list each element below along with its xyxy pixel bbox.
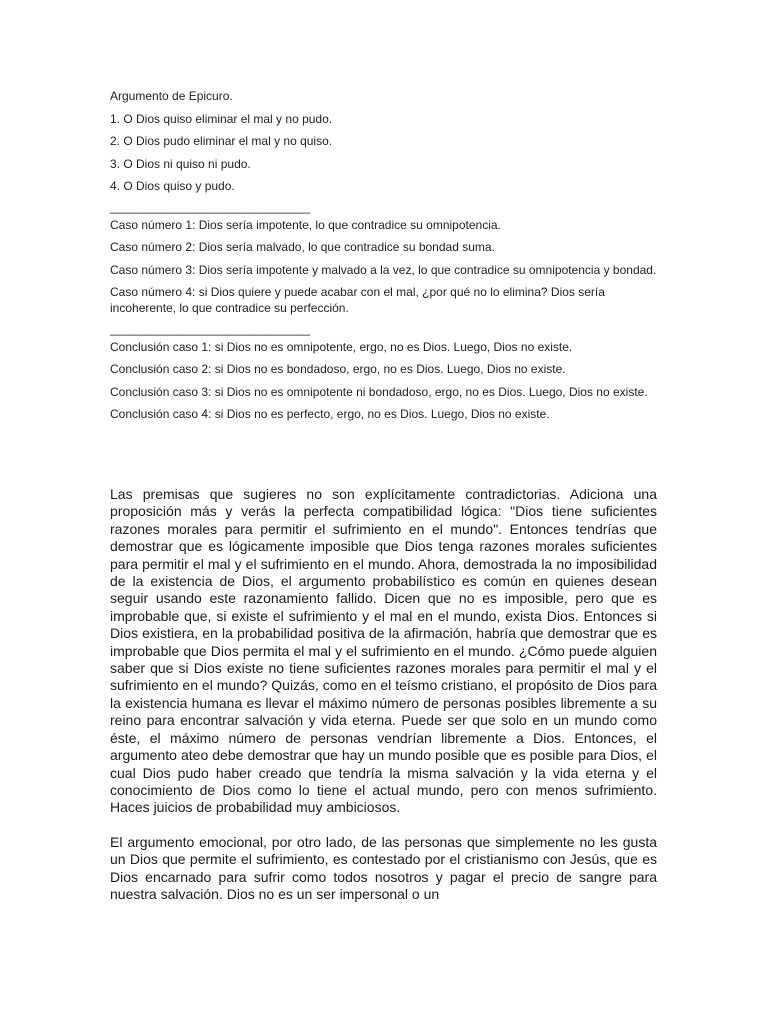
case-2: Caso número 2: Dios sería malvado, lo que contradice su bondad suma. [110, 240, 495, 254]
premise-1: 1. O Dios quiso eliminar el mal y no pudo. [110, 111, 333, 126]
case-3: Caso número 3: Dios sería impotente y malvado a la vez, lo que contradice su omnipotencia y bondad. [110, 262, 657, 277]
conclusion-4: Conclusión caso 4: si Dios no es perfecto, ergo, no es Dios. Luego, Dios no existe. [110, 407, 550, 421]
premise-4: 4. O Dios quiso y pudo. [110, 179, 235, 193]
case-4: Caso número 4: si Dios quiere y puede acabar con el mal, ¿por qué no lo elimina? Dios sería incoherente, lo que contradice su perfección. [110, 285, 605, 315]
premise-3: 3. O Dios ni quiso ni pudo. [110, 156, 251, 171]
paragraph-2: El argumento emocional, por otro lado, de las personas que simplemente no les gusta un Dios que permite el sufrimiento, es contestado por el cristianismo con Jesús, que es Dios encarnado para sufrir como todos nosotros y pagar el precio de sangre para nuestra salvación. Dios no es un ser impersonal o un [110, 833, 657, 902]
argument-section [110, 88, 670, 429]
premise-2: 2. O Dios pudo eliminar el mal y no quiso. [110, 134, 333, 148]
conclusion-2: Conclusión caso 2: si Dios no es bondadoso, ergo, no es Dios. Luego, Dios no existe. [110, 362, 566, 376]
paragraph-1: Las premisas que sugieres no son explícitamente contradictorias. Adiciona una proposición más y verás la perfecta compatibilidad lógica: "Dios tiene suficientes razones morales para permitir el sufrimiento en el mundo". Entonces tendrías que demostrar que es lógicamente imposible que Dios tenga razones morales suficientes para permitir el mal y el sufrimiento en el mundo. Ahora, demostrada la no imposibilidad de la existencia de Dios, el argumento probabilístico es común en quienes desean seguir usando este razonamiento fallido. Dicen que no es imposible, pero que es improbable que, si existe el sufrimiento y el mal en el mundo, exista Dios. Entonces si Dios existiera, en la probabilidad positiva de la afirmación, habría que demostrar que es improbable que Dios permita el mal y el sufrimiento en el mundo. ¿Cómo puede alguien saber que si Dios existe no tiene suficientes razones morales para permitir el mal y el sufrimiento en el mundo? Quizás, como en el teísmo cristiano, el propósito de Dios para la existencia humana es llevar el máximo número de personas posibles libremente a su reino para encontrar salvación y vida eterna. Puede ser que solo en un mundo como éste, el máximo número de personas vendrían libremente a Dios. Entonces, el argumento ateo debe demostrar que hay un mundo posible que es posible para Dios, el cual Dios pudo haber creado que tendría la misma salvación y la vida eterna y el conocimiento de Dios como lo tiene el actual mundo, pero con menos sufrimiento. Haces juicios de probabilidad muy ambiciosos. [110, 486, 657, 816]
conclusion-3: Conclusión caso 3: si Dios no es omnipotente ni bondadoso, ergo, no es Dios. Luego, Dios no existe. [110, 384, 648, 399]
separator-line: ______________________________ [110, 321, 311, 336]
separator-line: ______________________________ [110, 199, 311, 214]
conclusion-1: Conclusión caso 1: si Dios no es omnipotente, ergo, no es Dios. Luego, Dios no existe. [110, 339, 573, 354]
case-1: Caso número 1: Dios sería impotente, lo que contradice su omnipotencia. [110, 217, 501, 232]
argument-heading: Argumento de Epicuro. [110, 89, 233, 103]
response-text [110, 486, 657, 920]
